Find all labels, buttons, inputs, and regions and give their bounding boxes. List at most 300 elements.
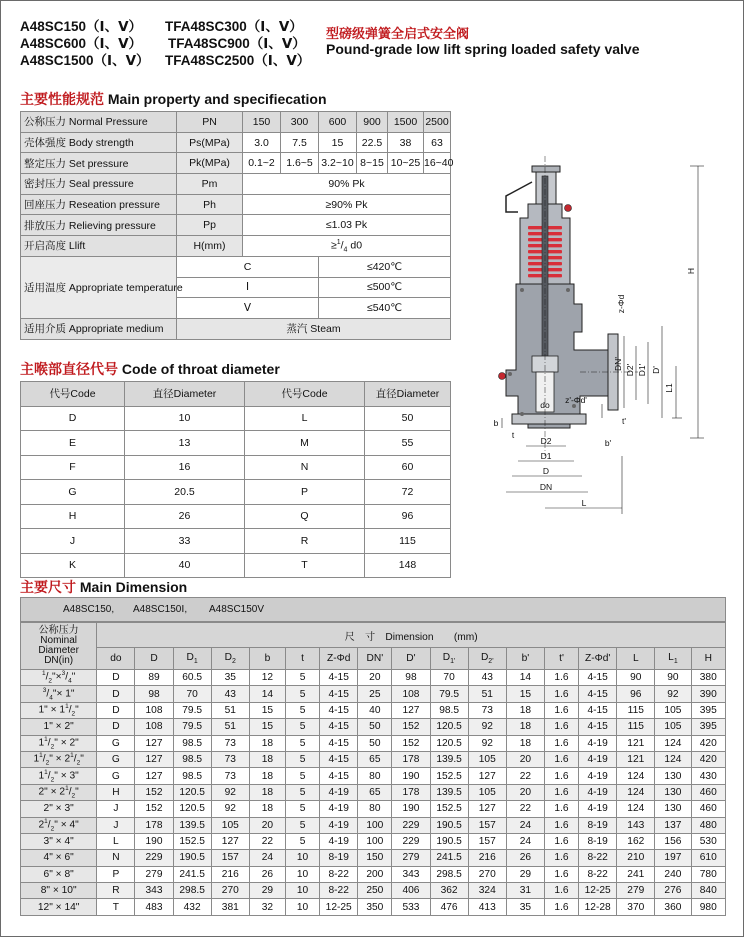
dim-column-header — [320, 648, 358, 670]
spec-cell: 600 — [319, 112, 357, 133]
dimension-label: L — [581, 498, 587, 508]
lift-den: 4 — [343, 246, 348, 254]
dim-cell: 80 — [358, 768, 392, 784]
spec-cell: 7.5 — [281, 132, 319, 153]
dim-cell: 18 — [249, 735, 285, 751]
dim-section-title — [20, 577, 187, 597]
dim-cell: 98 — [392, 670, 430, 686]
dim-column-header — [286, 648, 320, 670]
dn-cell — [21, 751, 97, 767]
dim-cell: G — [97, 751, 135, 767]
dim-cell: 1.6 — [544, 883, 578, 899]
dim-cell: 476 — [430, 899, 468, 915]
dn-part: 2 — [71, 710, 76, 718]
dn-part: / — [65, 671, 69, 683]
dim-cell: 4-15 — [579, 670, 617, 686]
dn-part: / — [45, 671, 49, 683]
model-name: TFA48SC2500（Ⅰ、Ⅴ） — [165, 53, 311, 68]
dim-column-header — [655, 648, 691, 670]
dn-cell — [21, 670, 97, 686]
dim-cell: 20 — [506, 751, 544, 767]
lift-slash: / — [340, 239, 344, 252]
dim-cell: 241 — [617, 866, 655, 882]
dim-cell: 157 — [468, 817, 506, 833]
throat-diameter: 10 — [125, 406, 245, 431]
dim-cell: 90 — [655, 670, 691, 686]
dim-cell: 980 — [691, 899, 726, 915]
dim-column-header — [249, 648, 285, 670]
spec-cell: 10~25 — [388, 153, 424, 174]
dn-cell — [21, 735, 97, 751]
dn-part: / — [68, 704, 72, 716]
dim-cell: 152.5 — [173, 833, 211, 849]
dim-cell: 139.5 — [430, 784, 468, 800]
dim-cell: 530 — [691, 833, 726, 849]
dn-part: " × 2" — [54, 737, 79, 749]
spec-cell: 63 — [424, 132, 451, 153]
dim-cell: 70 — [430, 670, 468, 686]
dim-cell: 15 — [249, 702, 285, 718]
throat-code: K — [21, 553, 125, 578]
dim-cell: 10 — [286, 899, 320, 915]
dim-cell: 40 — [358, 702, 392, 718]
table-row — [21, 215, 451, 236]
model-name: TFA48SC900（Ⅰ、Ⅴ） — [168, 36, 306, 51]
dim-cell: 152.5 — [430, 801, 468, 817]
dim-cell: 1.6 — [544, 751, 578, 767]
dim-cell: D — [97, 686, 135, 702]
dim-cell: 190.5 — [430, 817, 468, 833]
dim-cell: 31 — [506, 883, 544, 899]
dim-cell: D — [97, 719, 135, 735]
dim-cell: 279 — [392, 850, 430, 866]
dim-cell: 1.6 — [544, 899, 578, 915]
dim-cell: 276 — [655, 883, 691, 899]
model-name: A48SC600（Ⅰ、Ⅴ） — [20, 36, 143, 51]
dim-cell: 1.6 — [544, 866, 578, 882]
spec-cell: 3.0 — [243, 132, 281, 153]
dim-cell: 4-19 — [579, 801, 617, 817]
dim-col-symbol: b' — [521, 653, 530, 664]
dim-cell: 5 — [286, 801, 320, 817]
dim-cell: 229 — [135, 850, 173, 866]
dim-cell: 5 — [286, 702, 320, 718]
dim-col-symbol: t' — [559, 653, 564, 664]
dim-cell: 80 — [358, 801, 392, 817]
dim-cell: 120.5 — [430, 735, 468, 751]
dn-part: 8" × 10" — [40, 885, 77, 897]
dim-cell: 190.5 — [430, 833, 468, 849]
temp-grade: Ⅴ — [177, 298, 319, 319]
dim-cell: 105 — [468, 784, 506, 800]
model-name: A48SC150（Ⅰ、Ⅴ） — [20, 19, 143, 34]
dim-column-header — [544, 648, 578, 670]
dim-cell: 51 — [211, 719, 249, 735]
model-row — [20, 15, 320, 32]
dim-cell: 108 — [135, 719, 173, 735]
dim-col-subscript: 2 — [232, 658, 236, 666]
dim-cell: 152 — [135, 801, 173, 817]
dim-cell: 92 — [211, 784, 249, 800]
spec-label: 适用介质 Appropriate medium — [21, 318, 177, 339]
spec-unit: Ph — [177, 194, 243, 215]
dim-col-symbol: b — [264, 653, 271, 664]
dim-cell: 5 — [286, 768, 320, 784]
spec-cell — [243, 236, 451, 257]
table-row — [21, 670, 726, 686]
dim-column-header — [430, 648, 468, 670]
dim-cell: 18 — [506, 735, 544, 751]
dim-cell: 1.6 — [544, 850, 578, 866]
dim-cell: 216 — [468, 850, 506, 866]
dim-cell: 8-19 — [579, 817, 617, 833]
dim-cell: 4-19 — [320, 784, 358, 800]
dn-cell — [21, 866, 97, 882]
throat-diameter: 148 — [365, 553, 451, 578]
dim-cell: 460 — [691, 801, 726, 817]
dn-part: 1" × 2" — [43, 721, 74, 733]
dim-cell: 130 — [655, 801, 691, 817]
dim-cell: 15 — [506, 686, 544, 702]
dim-col-symbol: D — [224, 651, 233, 663]
table-row — [21, 504, 451, 529]
dim-cell: 124 — [617, 801, 655, 817]
dn-part: "× — [52, 671, 62, 683]
table-row — [21, 455, 451, 480]
temp-value: ≤540℃ — [319, 298, 451, 319]
table-row — [21, 719, 726, 735]
throat-code: P — [245, 480, 365, 505]
dim-cell: 4-19 — [579, 735, 617, 751]
dim-cell: 4-15 — [579, 719, 617, 735]
dim-cell: 12 — [249, 670, 285, 686]
spec-section-title — [20, 89, 327, 109]
dim-cell: 98.5 — [173, 735, 211, 751]
dn-part: 2 — [50, 776, 55, 784]
dim-col-symbol: L — [632, 653, 639, 664]
dn-part: / — [46, 688, 50, 700]
throat-code: L — [245, 406, 365, 431]
dim-cell: 4-15 — [320, 751, 358, 767]
dim-cell: 43 — [468, 670, 506, 686]
dim-cell: 105 — [211, 817, 249, 833]
spec-unit: Pk(MPa) — [177, 153, 243, 174]
dim-cell: 241.5 — [173, 866, 211, 882]
dim-cell: 5 — [286, 833, 320, 849]
throat-diameter: 96 — [365, 504, 451, 529]
spec-title-en: Main property and specifiecation — [107, 91, 327, 107]
dim-cell: 420 — [691, 735, 726, 751]
throat-header: 代号Code — [21, 382, 125, 407]
dim-col-symbol: H — [704, 653, 712, 664]
spec-cell: ≥90% Pk — [243, 194, 451, 215]
dim-column-header — [579, 648, 617, 670]
dim-cell: 152 — [392, 719, 430, 735]
throat-diameter: 33 — [125, 529, 245, 554]
spec-table — [20, 111, 454, 340]
dim-cell: 1.6 — [544, 719, 578, 735]
dim-cell: 420 — [691, 751, 726, 767]
dim-cell: 79.5 — [173, 702, 211, 718]
dim-cell: 190 — [135, 833, 173, 849]
throat-code: N — [245, 455, 365, 480]
table-row — [21, 318, 451, 339]
dim-cell: 98.5 — [173, 768, 211, 784]
throat-code: M — [245, 431, 365, 456]
dim-cell: 139.5 — [430, 751, 468, 767]
dim-cell: 780 — [691, 866, 726, 882]
dn-part: 1 — [44, 818, 48, 825]
dim-col-symbol: Z-Φd — [326, 653, 351, 664]
dn-part: 1 — [39, 752, 43, 760]
dn-cell — [21, 784, 97, 800]
dimension-label: DN — [539, 482, 553, 492]
dim-cell: 406 — [392, 883, 430, 899]
dimension-label: H — [686, 267, 696, 275]
dim-cell: 4-15 — [320, 719, 358, 735]
dim-cell: 18 — [506, 719, 544, 735]
dim-cell: 229 — [392, 833, 430, 849]
dim-cell: 130 — [655, 784, 691, 800]
dim-cell: 26 — [249, 866, 285, 882]
dim-cell: 152 — [135, 784, 173, 800]
dimension-label: D' — [651, 366, 661, 374]
table-header-row — [21, 648, 726, 670]
spec-cell: 300 — [281, 112, 319, 133]
table-row — [21, 735, 726, 751]
dim-cell: 92 — [655, 686, 691, 702]
dim-cell: 610 — [691, 850, 726, 866]
dn-header — [21, 623, 97, 670]
model-name: TFA48SC300（Ⅰ、Ⅴ） — [165, 19, 303, 34]
dim-cell: 50 — [358, 719, 392, 735]
dim-cell: 298.5 — [173, 883, 211, 899]
dim-cell: 279 — [617, 883, 655, 899]
dim-cell: 105 — [468, 751, 506, 767]
dim-cell: 5 — [286, 686, 320, 702]
dim-cell: 98.5 — [173, 751, 211, 767]
lift-prefix: ≥ — [330, 239, 337, 252]
dimension-label: do — [540, 400, 550, 410]
dim-cell: 380 — [691, 670, 726, 686]
spec-label: 整定压力 Set pressure — [21, 153, 177, 174]
spec-label: 公称压力 Normal Pressure — [21, 112, 177, 133]
dim-cell: 1.6 — [544, 670, 578, 686]
table-header-row — [21, 382, 451, 407]
dim-cell: 92 — [211, 801, 249, 817]
dim-cell: 108 — [392, 686, 430, 702]
dn-cell — [21, 850, 97, 866]
lift-suffix: d0 — [347, 239, 363, 252]
dimension-label: DN' — [613, 357, 623, 371]
valve-body — [506, 284, 618, 428]
dim-cell: 152 — [392, 735, 430, 751]
throat-code: H — [21, 504, 125, 529]
spec-unit: Ps(MPa) — [177, 132, 243, 153]
dim-cell: 18 — [506, 702, 544, 718]
dim-cell: 120.5 — [173, 784, 211, 800]
dn-cell — [21, 817, 97, 833]
dim-cell: 162 — [617, 833, 655, 849]
dim-col-symbol: D — [186, 651, 194, 663]
dim-cell: 51 — [468, 686, 506, 702]
dim-col-symbol: D — [442, 651, 451, 663]
model-name: A48SC1500（Ⅰ、Ⅴ） — [20, 53, 150, 68]
throat-code: J — [21, 529, 125, 554]
dn-part: 4 — [49, 694, 53, 702]
dim-column-header — [691, 648, 726, 670]
dim-cell: 92 — [468, 735, 506, 751]
dim-col-symbol: D' — [406, 653, 416, 664]
spec-cell: ≤1.03 Pk — [243, 215, 451, 236]
dim-col-symbol: do — [110, 653, 122, 664]
dim-cell: 4-19 — [320, 833, 358, 849]
dn-header-line: 公称压力 — [38, 625, 79, 636]
dim-cell: 29 — [506, 866, 544, 882]
dim-cell: R — [97, 883, 135, 899]
table-row — [21, 529, 451, 554]
temp-value: ≤420℃ — [319, 256, 451, 277]
spec-label: 开启高度 Llift — [21, 236, 177, 257]
dim-col-subscript: 1' — [450, 658, 456, 666]
throat-diameter: 55 — [365, 431, 451, 456]
dim-cell: 5 — [286, 735, 320, 751]
dim-cell: 362 — [430, 883, 468, 899]
dim-cell: 139.5 — [173, 817, 211, 833]
dim-cell: 73 — [211, 735, 249, 751]
dn-part: 4" × 6" — [43, 852, 74, 864]
dim-cell: 8-22 — [320, 883, 358, 899]
temp-grade: Ⅰ — [177, 277, 319, 298]
dim-cell: 4-19 — [579, 784, 617, 800]
dn-part: 2" × 2 — [38, 786, 66, 798]
throat-diameter: 20.5 — [125, 480, 245, 505]
dim-cell: 65 — [358, 784, 392, 800]
dimension-label: D2' — [625, 363, 635, 377]
dn-part: 2 — [71, 792, 76, 800]
spec-cell: 8~15 — [357, 153, 388, 174]
throat-code: E — [21, 431, 125, 456]
dim-cell: 178 — [392, 784, 430, 800]
dim-cell: 413 — [468, 899, 506, 915]
dimension-label: b — [493, 418, 499, 428]
spec-cell: 22.5 — [357, 132, 388, 153]
dim-cell: 32 — [249, 899, 285, 915]
table-row — [21, 686, 726, 702]
dim-column-header — [506, 648, 544, 670]
dim-cell: L — [97, 833, 135, 849]
dn-part: 1 — [33, 753, 40, 765]
dn-part: / — [73, 753, 77, 765]
throat-code: Q — [245, 504, 365, 529]
table-row — [21, 112, 451, 133]
throat-code: R — [245, 529, 365, 554]
spec-cell: 蒸汽 Steam — [177, 318, 451, 339]
spec-cell: 0.1~2 — [243, 153, 281, 174]
dim-cell: 152.5 — [430, 768, 468, 784]
throat-title-en: Code of throat diameter — [121, 361, 280, 377]
dimension-label: b' — [604, 438, 612, 448]
dim-cell: 105 — [655, 719, 691, 735]
product-title-cn: 型磅级弹簧全启式安全阀 — [326, 26, 470, 41]
spec-cell: 900 — [357, 112, 388, 133]
dim-cell: 24 — [506, 817, 544, 833]
dn-header-line: DN(in) — [44, 655, 74, 666]
dim-cell: 1.6 — [544, 833, 578, 849]
dn-part: 1 — [65, 703, 69, 711]
dim-cell: 197 — [655, 850, 691, 866]
dn-part: 1 — [38, 737, 45, 749]
dim-cell: 178 — [392, 751, 430, 767]
dim-models-bar — [20, 597, 726, 622]
dim-cell: 12-25 — [579, 883, 617, 899]
dim-cell: 178 — [135, 817, 173, 833]
dim-cell: 100 — [358, 833, 392, 849]
product-title-en: Pound-grade low lift spring loaded safety valve — [326, 41, 640, 57]
dim-cell: 51 — [211, 702, 249, 718]
dim-cell: 70 — [173, 686, 211, 702]
dim-cell: 1.6 — [544, 801, 578, 817]
spec-label: 密封压力 Seal pressure — [21, 174, 177, 195]
dim-cell: 533 — [392, 899, 430, 915]
dimension-label: D2 — [540, 436, 552, 446]
dim-col-subscript: 1 — [673, 658, 678, 666]
throat-header: 直径Diameter — [365, 382, 451, 407]
bolt — [520, 288, 524, 292]
dim-cell: 127 — [135, 735, 173, 751]
dim-cell: 432 — [173, 899, 211, 915]
dn-header-line: Diameter — [38, 645, 79, 656]
dn-part: " × 2 — [49, 753, 71, 765]
dim-cell: 18 — [249, 784, 285, 800]
dim-column-header — [358, 648, 392, 670]
spec-label: 排放压力 Relieving pressure — [21, 215, 177, 236]
dim-title-cn: 主要尺寸 — [20, 579, 76, 595]
throat-diameter: 60 — [365, 455, 451, 480]
throat-section-title — [20, 359, 280, 379]
dim-cell: 50 — [358, 735, 392, 751]
dn-cell — [21, 719, 97, 735]
dimension-label: D — [542, 466, 550, 476]
dn-part: 2 — [50, 743, 55, 751]
dn-part: 4 — [68, 677, 72, 685]
dim-cell: 1.6 — [544, 702, 578, 718]
dim-cell: 127 — [468, 768, 506, 784]
dim-cell: 480 — [691, 817, 726, 833]
dim-cell: 324 — [468, 883, 506, 899]
dim-cell: H — [97, 784, 135, 800]
dim-cell: 22 — [249, 833, 285, 849]
lift-num: 1 — [336, 238, 341, 246]
dim-cell: 98.5 — [430, 702, 468, 718]
spec-unit: H(mm) — [177, 236, 243, 257]
dim-cell: 121 — [617, 735, 655, 751]
table-row — [21, 553, 451, 578]
dn-part: 1 — [65, 785, 69, 793]
dim-cell: 4-15 — [320, 686, 358, 702]
throat-diameter: 26 — [125, 504, 245, 529]
table-row — [21, 850, 726, 866]
dim-cell: D — [97, 702, 135, 718]
dim-cell: 127 — [392, 702, 430, 718]
dn-cell — [21, 768, 97, 784]
dn-part: " — [80, 753, 84, 765]
dimension-label: z-Φd — [616, 294, 626, 314]
dim-cell: 124 — [617, 768, 655, 784]
dim-col-symbol: D — [150, 653, 158, 664]
dim-column-header — [97, 648, 135, 670]
spec-cell: 16~40 — [424, 153, 451, 174]
